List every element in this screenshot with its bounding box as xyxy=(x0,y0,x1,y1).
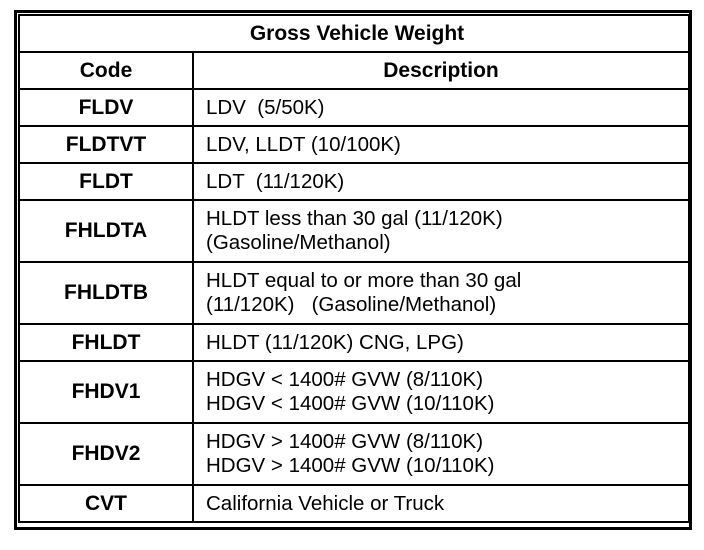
table-row xyxy=(19,89,689,126)
description-cell xyxy=(193,361,689,423)
description-line: (11/120K) (Gasoline/Methanol) xyxy=(206,293,497,316)
code-cell: FHLDTA xyxy=(19,200,193,262)
code-cell: FHLDT xyxy=(19,324,193,361)
code-cell: FHDV2 xyxy=(19,423,193,485)
description-cell xyxy=(193,163,689,200)
description-cell xyxy=(193,423,689,485)
table-row xyxy=(19,126,689,163)
description-line: LDV, LLDT (10/100K) xyxy=(206,132,401,156)
code-cell: FHDV1 xyxy=(19,361,193,423)
table-row xyxy=(19,163,689,200)
title-row xyxy=(19,15,689,52)
code-cell: FLDV xyxy=(19,89,193,126)
code-cell: FLDT xyxy=(19,163,193,200)
description-line: HLDT equal to or more than 30 gal xyxy=(206,269,522,292)
table-row xyxy=(19,324,689,361)
description-cell xyxy=(193,89,689,126)
description-cell xyxy=(193,200,689,262)
description-line: HDGV > 1400# GVW (8/110K) xyxy=(206,430,484,453)
table-title: Gross Vehicle Weight xyxy=(19,15,689,52)
table-body xyxy=(19,15,689,522)
column-header-code: Code xyxy=(19,52,193,89)
table-row xyxy=(19,361,689,423)
description-line: HLDT less than 30 gal (11/120K) xyxy=(206,207,503,230)
description-cell xyxy=(193,262,689,324)
description-line: (Gasoline/Methanol) xyxy=(206,231,391,254)
code-cell: CVT xyxy=(19,485,193,522)
description-line: California Vehicle or Truck xyxy=(206,491,445,515)
table-row xyxy=(19,485,689,522)
gross-vehicle-weight-table xyxy=(18,14,690,523)
description-line: HDGV < 1400# GVW (8/110K) xyxy=(206,368,484,391)
table-row xyxy=(19,262,689,324)
header-row xyxy=(19,52,689,89)
description-cell xyxy=(193,485,689,522)
code-cell: FHLDTB xyxy=(19,262,193,324)
description-line: HDGV < 1400# GVW (10/110K) xyxy=(206,392,495,415)
description-line: LDV (5/50K) xyxy=(206,95,325,119)
description-line: HDGV > 1400# GVW (10/110K) xyxy=(206,454,495,477)
table-row xyxy=(19,423,689,485)
table-row xyxy=(19,200,689,262)
description-cell xyxy=(193,324,689,361)
description-line: HLDT (11/120K) CNG, LPG) xyxy=(206,330,464,354)
description-cell xyxy=(193,126,689,163)
description-line: LDT (11/120K) xyxy=(206,169,345,193)
column-header-description: Description xyxy=(193,52,689,89)
code-cell: FLDTVT xyxy=(19,126,193,163)
